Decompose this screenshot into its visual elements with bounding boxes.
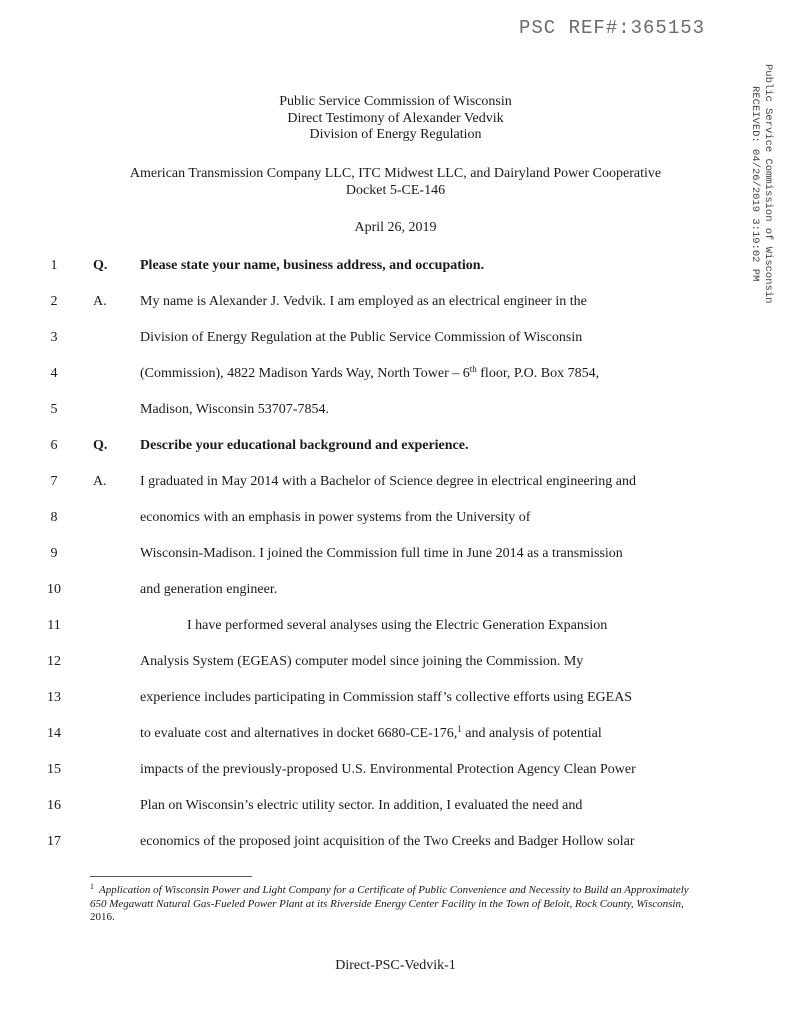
footnote-mark: 1	[90, 882, 94, 891]
document-date: April 26, 2019	[354, 220, 437, 235]
testimony-line	[0, 364, 791, 384]
header-agency: Public Service Commission of Wisconsin	[279, 94, 512, 109]
testimony-line	[0, 328, 791, 348]
qa-marker: A.	[93, 474, 107, 489]
answer-text: Wisconsin-Madison. I joined the Commission full time in June 2014 as a transmission	[140, 546, 623, 561]
answer-text: impacts of the previously-proposed U.S. Environmental Protection Agency Clean Power	[140, 762, 636, 777]
testimony-line	[0, 616, 791, 636]
answer-text: My name is Alexander J. Vedvik. I am employed as an electrical engineer in the	[140, 294, 587, 309]
header-division: Division of Energy Regulation	[309, 127, 482, 142]
testimony-line	[0, 256, 791, 276]
answer-text: economics with an emphasis in power systems from the University of	[140, 510, 531, 525]
footnote-reference[interactable]: 1	[457, 724, 462, 734]
received-stamp-datetime: RECEIVED: 04/26/2019 3:19:02 PM	[749, 86, 761, 282]
line-number: 11	[47, 618, 61, 633]
testimony-line	[0, 688, 791, 708]
line-number: 3	[50, 330, 58, 345]
line-number: 9	[50, 546, 58, 561]
footnote	[90, 884, 700, 925]
case-caption	[0, 166, 791, 199]
testimony-line	[0, 580, 791, 600]
qa-marker: Q.	[93, 258, 108, 273]
line-number: 5	[50, 402, 58, 417]
answer-text: I graduated in May 2014 with a Bachelor of Science degree in electrical engineering and	[140, 474, 637, 489]
testimony-line	[0, 832, 791, 852]
line-number: 6	[50, 438, 58, 453]
header-testimony-title: Direct Testimony of Alexander Vedvik	[287, 110, 504, 126]
line-number: 8	[50, 510, 58, 525]
psc-reference-stamp: PSC REF#:365153	[519, 17, 706, 39]
received-stamp-agency: Public Service Commission of Wisconsin	[762, 64, 774, 304]
testimony-line	[0, 760, 791, 780]
testimony-line	[0, 292, 791, 312]
testimony-line	[0, 544, 791, 564]
testimony-line	[0, 436, 791, 456]
line-number: 17	[47, 834, 61, 849]
superscript: th	[469, 364, 477, 374]
line-number: 4	[50, 366, 58, 381]
answer-text: Analysis System (EGEAS) computer model since joining the Commission. My	[140, 654, 584, 669]
footnote-divider	[90, 876, 252, 877]
footnote-citation: Application of Wisconsin Power and Light Company for a Certificate of Public Convenience and Necessity to Build an Approximately 650 Megawatt Natural Gas-Fueled Power Plant at its Riverside Energy Center Facility in the Town of Beloit, Rock County, Wisconsin	[90, 884, 689, 910]
answer-text: economics of the proposed joint acquisition of the Two Creeks and Badger Hollow solar	[140, 834, 635, 849]
line-number: 7	[50, 474, 58, 489]
line-number: 15	[47, 762, 61, 777]
line-number: 13	[47, 690, 61, 705]
answer-text: Division of Energy Regulation at the Public Service Commission of Wisconsin	[140, 330, 583, 345]
page-identifier: Direct-PSC-Vedvik-1	[335, 958, 456, 973]
testimony-line	[0, 472, 791, 492]
testimony-line	[0, 508, 791, 528]
line-number: 14	[47, 726, 61, 741]
qa-marker: A.	[93, 294, 107, 309]
answer-text: Plan on Wisconsin’s electric utility sector. In addition, I evaluated the need and	[140, 798, 583, 813]
document-header	[0, 94, 791, 144]
line-number: 1	[50, 258, 58, 273]
question-text: Please state your name, business address, and occupation.	[140, 258, 485, 273]
answer-text: to evaluate cost and alternatives in docket 6680-CE-176,$^1$ and analysis of potential	[140, 724, 602, 741]
answer-text: experience includes participating in Commission staff’s collective efforts using EGEAS	[140, 690, 633, 705]
answer-text: I have performed several analyses using the Electric Generation Expansion	[187, 618, 608, 633]
testimony-line	[0, 400, 791, 420]
answer-text: (Commission), 4822 Madison Yards Way, North Tower – 6th floor, P.O. Box 7854,	[140, 364, 600, 381]
testimony-line	[0, 796, 791, 816]
question-text: Describe your educational background and experience.	[140, 438, 469, 453]
line-number: 12	[47, 654, 61, 669]
testimony-line	[0, 652, 791, 672]
line-number: 2	[50, 294, 58, 309]
answer-text: and generation engineer.	[140, 582, 278, 597]
case-parties: American Transmission Company LLC, ITC Midwest LLC, and Dairyland Power Cooperative	[129, 166, 662, 181]
line-number: 16	[47, 798, 61, 813]
footnote-year: , 2016.	[90, 897, 684, 923]
line-number: 10	[47, 582, 61, 597]
testimony-line	[0, 724, 791, 744]
qa-marker: Q.	[93, 438, 108, 453]
docket-number: Docket 5-CE-146	[345, 182, 446, 198]
answer-text: Madison, Wisconsin 53707-7854.	[140, 402, 329, 417]
